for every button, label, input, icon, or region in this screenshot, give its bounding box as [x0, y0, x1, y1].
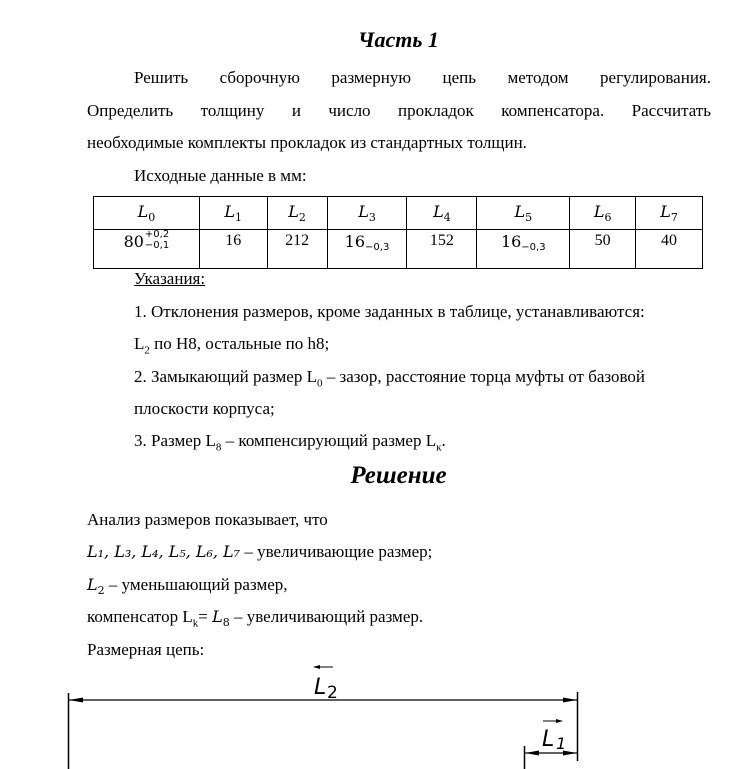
part1-title: Часть 1: [358, 27, 439, 52]
instruction-1-line-1: 1. Отклонения размеров, кроме заданных в таблице, устанавливаются:: [134, 302, 645, 321]
decreasing-dimension: $L_2$ – уменьшающий размер,: [87, 575, 288, 597]
task-line-3: необходимые комплекты прокладок из стандартных толщин.: [87, 133, 527, 152]
value-cell-l2: 212: [267, 230, 327, 269]
increasing-dimensions: L₁, L₃, L₄, L₅, L₆, L₇ – увеличивающие размер;: [87, 542, 433, 561]
instructions-heading: Указания:: [134, 269, 206, 288]
l2-left-arrowhead: [69, 698, 83, 703]
instruction-3: 3. Размер $L_8$ – компенсирующий размер $L_к$.: [134, 431, 446, 454]
l1-label: [542, 719, 566, 753]
header-cell-l2: $L_2$: [267, 197, 327, 230]
solution-title: Решение: [350, 462, 447, 489]
header-cell-l1: $L_1$: [199, 197, 267, 230]
l2-right-arrowhead: [563, 698, 577, 703]
value-cell-l5: 16−0,3: [477, 230, 570, 269]
source-data-label: Исходные данные в мм:: [134, 166, 307, 185]
svg-text:L: L: [314, 675, 327, 700]
svg-text:L: L: [542, 727, 555, 752]
instruction-1-line-2: $L_2$ по H8, остальные по h8;: [134, 334, 330, 357]
left-arrow-icon: [313, 665, 320, 669]
header-cell-l4: $L_4$: [407, 197, 477, 230]
value-cell-l0: 80+0,2 −0,1: [94, 230, 200, 269]
tolerance: +0,2 −0,1: [144, 229, 170, 252]
analysis-intro: Анализ размеров показывает, что: [87, 510, 328, 529]
value-cell-l7: 40: [636, 230, 703, 269]
task-line-1: Решить сборочную размерную цепь методом регулирования.: [134, 68, 711, 87]
svg-text:2: 2: [327, 683, 338, 703]
header-cell-l7: $L_7$: [636, 197, 703, 230]
right-arrow-icon: [556, 719, 563, 723]
l2-label: [313, 665, 338, 703]
value-cell-l3: 16−0,3: [327, 230, 407, 269]
value-cell-l4: 152: [407, 230, 477, 269]
instruction-2-line-1: 2. Замыкающий размер $L_0$ – зазор, расстояние торца муфты от базовой: [134, 367, 646, 390]
header-cell-l0: $L_0$: [94, 197, 200, 230]
compensator-line: компенсатор $L_k= L_8$ – увеличивающий размер.: [87, 607, 424, 630]
task-line-2: Определить толщину и число прокладок компенсатора. Рассчитать: [87, 101, 711, 120]
header-cell-l3: $L_3$: [327, 197, 407, 230]
header-cell-l6: $L_6$: [570, 197, 636, 230]
l1-left-arrowhead: [525, 751, 539, 756]
header-cell-l5: $L_5$: [477, 197, 570, 230]
svg-text:1: 1: [556, 734, 567, 753]
value-cell-l6: 50: [570, 230, 636, 269]
chain-label: Размерная цепь:: [87, 640, 205, 659]
instruction-2-line-2: плоскости корпуса;: [134, 399, 275, 418]
value-cell-l1: 16: [199, 230, 267, 269]
